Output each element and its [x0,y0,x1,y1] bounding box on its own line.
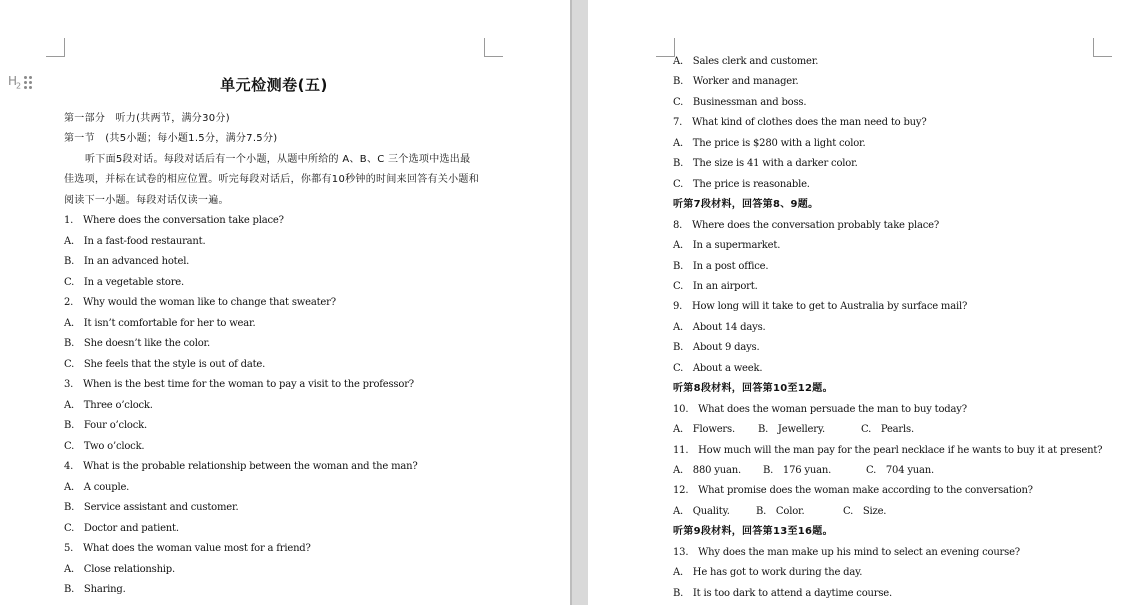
answer-option: C. 704 yuan. [866,465,935,476]
answer-option: C. Doctor and patient. [64,522,179,534]
question-text: 10. What does the woman persuade the man to buy today? [673,403,967,415]
answer-option: C. Size. [843,505,887,517]
answer-option: A. Close relationship. [64,563,175,575]
document-page-right [588,0,1131,605]
question-text: 12. What promise does the woman make according to the conversation? [673,485,1033,497]
answer-option: A. 880 yuan. [673,465,741,476]
question-text: 9. How long will it take to get to Australia by surface mail? [673,301,968,313]
answer-option: B. Worker and manager. [673,76,799,88]
answer-option: C. Businessman and boss. [673,96,807,108]
answer-option: B. The size is 41 with a darker color. [673,158,858,170]
answer-option: C. About a week. [673,362,763,374]
question-text: 5. What does the woman value most for a friend? [64,543,311,554]
question-text: 1. Where does the conversation take place? [64,215,284,226]
answer-option: A. Quality. [673,505,730,517]
question-text: 8. Where does the conversation probably take place? [673,219,939,231]
answer-option: C. In a vegetable store. [64,276,184,288]
answer-option: A. It isn’t comfortable for her to wear. [64,317,256,329]
listening-material-heading: 听第7段材料，回答第8、9题。 [673,199,819,211]
heading-2-icon: $H_2$ [8,74,21,91]
answer-option: A. In a supermarket. [673,240,781,252]
question-text: 7. What kind of clothes does the man need to buy? [673,117,927,129]
listening-material-heading: 听第9段材料，回答第13至16题。 [673,526,833,538]
answer-option: B. She doesn’t like the color. [64,338,211,349]
page-gutter [570,0,588,605]
page-title: 单元检测卷(五) [220,76,328,94]
answer-option: A. Flowers. [673,424,735,436]
answer-option: B. Four o’clock. [64,420,147,431]
margin-corner-top-left [46,38,65,57]
answer-option: A. The price is $280 with a light color. [673,137,866,149]
answer-option: B. Jewellery. [758,424,825,436]
question-text: 11. How much will the man pay for the pearl necklace if he wants to buy it at present? [673,444,1103,456]
margin-corner-top-right [484,38,503,57]
section-heading: 第一部分 听力(共两节，满分30分) [64,113,230,124]
answer-option: A. About 14 days. [673,321,766,333]
answer-option: B. About 9 days. [673,342,760,354]
answer-option: B. In an advanced hotel. [64,256,190,267]
answer-option: A. Sales clerk and customer. [673,56,819,67]
instruction-line: 佳选项，并标在试卷的相应位置。听完每段对话后，你都有10秒钟的时间来回答有关小题和 [64,174,480,185]
subsection-heading: 第一节 (共5小题；每小题1.5分，满分7.5分) [64,133,278,144]
margin-corner-top-right [1093,38,1112,57]
question-text: 13. Why does the man make up his mind to select an evening course? [673,546,1020,558]
answer-option: A. He has got to work during the day. [673,567,863,579]
answer-option: B. 176 yuan. [763,465,832,476]
answer-option: C. In an airport. [673,280,758,292]
answer-option: A. In a fast-food restaurant. [64,235,206,247]
answer-option: B. It is too dark to attend a daytime course. [673,587,892,599]
answer-option: B. In a post office. [673,260,769,272]
answer-option: A. A couple. [64,481,130,493]
instruction-line: 阅读下一小题。每段对话仅读一遍。 [64,195,229,206]
instruction-line: 听下面5段对话。每段对话后有一个小题，从题中所给的 A、B、C 三个选项中选出最 [85,154,471,165]
question-text: 2. Why would the woman like to change that sweater? [64,297,336,308]
answer-option: C. The price is reasonable. [673,178,810,190]
answer-option: C. She feels that the style is out of date. [64,358,266,370]
answer-option: C. Two o’clock. [64,440,145,452]
question-text: 4. What is the probable relationship between the woman and the man? [64,461,418,472]
answer-option: C. Pearls. [861,424,914,436]
question-text: 3. When is the best time for the woman to pay a visit to the professor? [64,379,414,390]
answer-option: B. Color. [756,505,805,517]
answer-option: A. Three o’clock. [64,399,153,411]
answer-option: B. Service assistant and customer. [64,502,239,513]
listening-material-heading: 听第8段材料，回答第10至12题。 [673,383,833,395]
gutter-shadow [570,0,572,605]
answer-option: B. Sharing. [64,584,126,595]
